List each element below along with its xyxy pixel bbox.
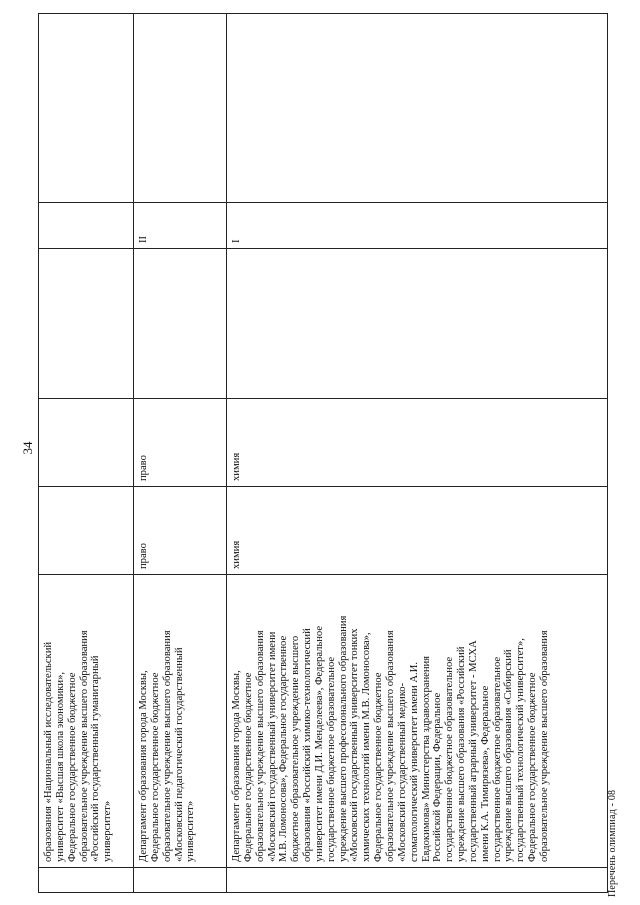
profile-cell: право [134,487,227,575]
table-row [39,14,134,893]
table-row [227,14,608,893]
last-cell [227,14,608,203]
subject-cell: право [134,399,227,487]
organizers-cell: образования «Национальный исследовательский университет «Высшая школа экономики», Федеральное государственное бюджетное образовательное учреждение высшего образования «Российский государственный гуманитарный университет» [39,575,134,868]
level-cell: I [227,203,608,249]
number-cell [227,868,608,893]
profile-cell: химия [227,487,608,575]
level-cell: II [134,203,227,249]
subject-cell [39,399,134,487]
olympiad-table [38,13,608,893]
level-cell [39,203,134,249]
number-cell [39,868,134,893]
organizers-cell: Департамент образования города Москвы, Федеральное государственное бюджетное образовательное учреждение высшего образования «Московский педагогический государственный университет» [134,575,227,868]
empty-cell [227,249,608,399]
profile-cell [39,487,134,575]
table-row [134,14,227,893]
empty-cell [39,249,134,399]
last-cell [39,14,134,203]
number-cell [134,868,227,893]
empty-cell [134,249,227,399]
subject-cell: химия [227,399,608,487]
page-number: 34 [20,441,35,455]
organizers-cell: Департамент образования города Москвы, Федеральное государственное бюджетное образовательное учреждение высшего образования «Московский государственный университет имени М.В. Ломоносова», Федеральное государственное бюджетное образовательное учреждение высшего образования «Российский химико-технологический университет имени Д.И. Менделеева», Федеральное государственное бюджетное образовательное учреждение высшего профессионального образования «Московский государственный университет тонких химических технологий имени М.В. Ломоносова», Федеральное государственное бюджетное образовательное учреждение высшего образования «Московский государственный медико- стоматологический университет имени А.И. Евдокимова» Министерства здравоохранения Российской Федерации, Федеральное государственное бюджетное образовательное учреждение высшего образования «Российский государственный аграрный университет - МСХА имени К.А. Тимирязева», Федеральное государственное бюджетное образовательное учреждение высшего образования «Сибирский государственный технологический университет», Федеральное государственное бюджетное образовательное учреждение высшего образования [227,575,608,868]
footer-text: Перечень олимпиад - 08 [607,789,618,897]
last-cell [134,14,227,203]
